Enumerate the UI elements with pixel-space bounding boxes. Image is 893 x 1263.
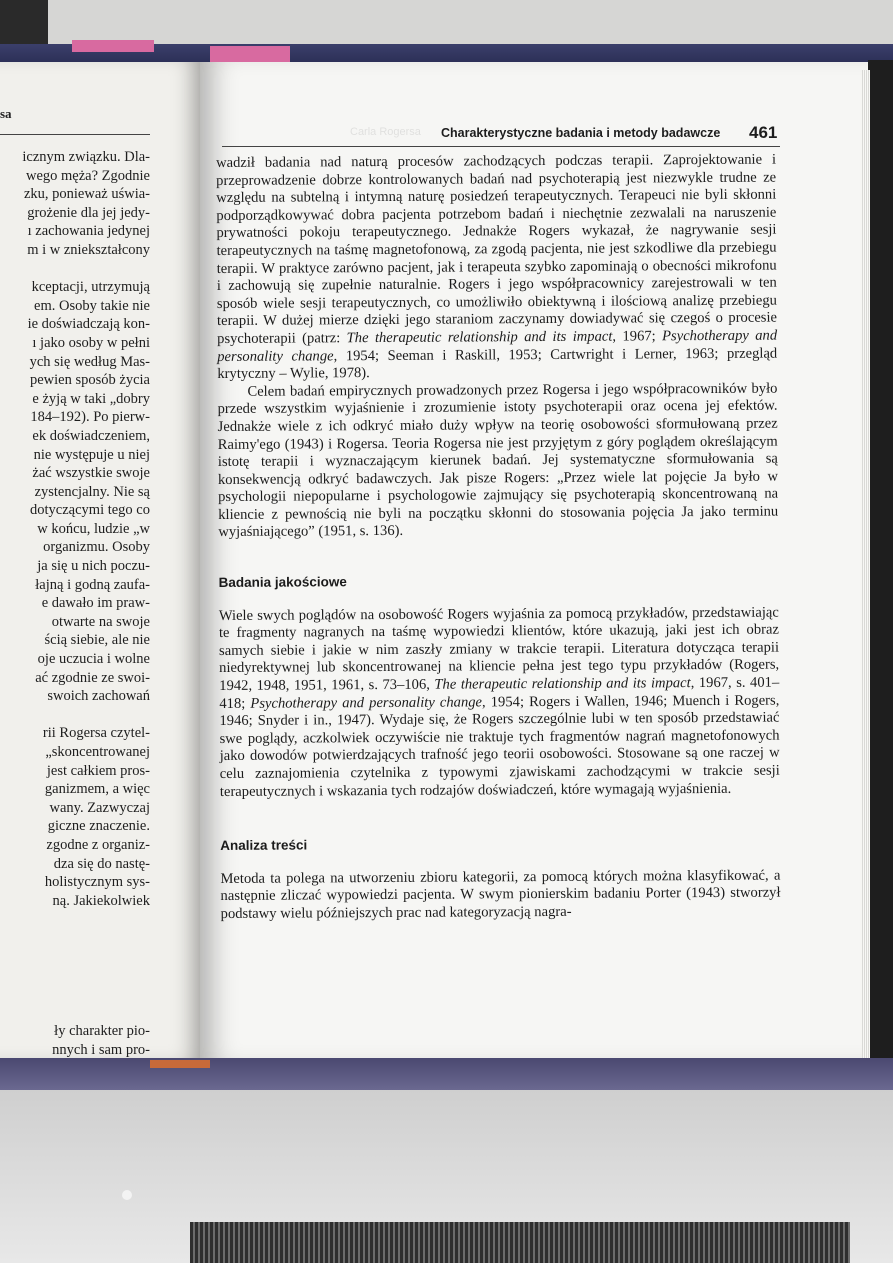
left-text-line: giczne znaczenie. [47,818,150,835]
running-head-title: Charakterystyczne badania i metody badawcze [441,126,721,140]
left-text-line: ną. Jakiekolwiek [52,892,150,909]
left-text-line: 184–192). Po pierw- [30,409,150,426]
left-text-line: ie doświadczają kon- [27,316,150,333]
left-text-line: zgodne z organiz- [46,836,150,853]
left-text-line: w końcu, ludzie „w [37,520,150,537]
left-text-line: icznym związku. Dla- [22,149,150,165]
left-text-line: „skoncentrowanej [45,744,150,760]
left-text-line: ać zgodnie ze swoi- [35,669,150,686]
paragraph-4 [220,867,780,923]
left-text-line: e dawało im praw- [41,595,150,612]
left-text-gap [0,1003,150,1022]
left-text-line: ı jako osoby w pełni [32,334,150,351]
left-text-line: żać wszystkie swoje [32,465,150,482]
page-number: 461 [749,123,778,142]
header-rule [222,146,780,147]
left-text-line: ganizmem, a więc [44,781,150,798]
left-header-rule [0,134,150,135]
left-text-line: ścią siebie, ale nie [44,632,150,649]
scanner-bar [190,1222,850,1263]
left-text-gap [0,985,150,1004]
left-page-text [0,148,150,1058]
left-text-gap [0,260,150,279]
paragraph-3 [219,604,780,801]
left-text-line: łajną i godną zaufa- [35,576,150,593]
paragraph-1 [216,152,777,384]
left-text-line: rii Rogersa czytel- [42,725,150,742]
book-cover-bottom [0,1058,893,1094]
left-text-line: swoich zachowań [47,688,150,705]
left-text-line: em. Osoby takie nie [34,297,150,314]
left-text-line: e żyją w taki „dobry [32,390,150,407]
bookmark-tab [72,40,154,52]
left-text-line: nnych i sam pro- [52,1041,150,1058]
left-text-line: zystencjalny. Nie są [34,483,150,500]
left-text-gap [0,910,150,929]
section-heading-qualitative: Badania jakościowe [218,574,347,591]
left-text-gap [0,948,150,967]
left-running-head: sa [0,106,12,121]
left-text-gap [0,706,150,725]
paragraph-2-text: Celem badań empirycznych prowadzonych przez Rogersa i jego współpracowników było przede wszystkim wyjaśnienie i zrozumienie istoty psychoterapii oraz ocena jej efektów. Jednakże wiele z ich odkryć miało duży wpływ na teorię osobowości sformułowaną przez Raimy'ego (1943) i Rogersa. Teoria Rogersa nie jest przyjętym z góry poglądem określającym istotę terapii i wyznaczającym kierunek badań. Jej systematyczne sformułowania są konsekwencją odkryć badawczych. Jak pisze Rogers: „Przez wiele lat pojęcie Ja było w psychologii niepopularne i psychologowie zajmujący się psychoterapią skoncentrowaną na kliencie z pewnością nie byli na początku skłonni do stosowania pojęcia Ja jako terminu wyjaśniającego” (1951, s. 136). [217,380,779,541]
left-text-line: m i w zniekształcony [27,241,150,258]
left-page [0,62,200,1058]
scanner-edge-right [868,60,893,1110]
paragraph-3-text: Wiele swych poglądów na osobowość Rogers wyjaśnia za pomocą przykładów, przedstawiając te fragmenty nagranych na taśmę wypowiedzi klientów, które ukazują, jaki jest ich obraz samych siebie i jakie w nim zaszły zmiany w trakcie terapii. Literatura dotycząca terapii niedyrektywnej lub skoncentrowanej na kliencie pełna jest tego typu przykładów (Rogers, 1942, 1948, 1951, 1961, s. 73–106, The therapeutic relationship and its impact, 1967, s. 401–418; Psychotherapy and personality change, 1954; Rogers i Wallen, 1946; Muench i Rogers, 1946; Snyder i in., 1947). Wydaje się, że Rogers szczególnie lubi w ten sposób przedstawiać swe poglądy, aczkolwiek oczywiście nie traktuje tych fragmentów nagrań magnetofonowych jako dowodów potwierdzających trafność jego teorii osobowości. Stosowane są one raczej w celu zaznajomienia czytelnika z typowymi zjawiskami zachodzącymi w trakcie sesji terapeutycznych i wskazania tych rodzajów doświadczeń, które wymagają wyjaśnienia. [218,604,780,800]
left-text-line: holistycznym sys- [44,874,150,891]
left-text-line: pewien sposób życia [30,372,150,389]
show-through-text: Carla Rogersa [350,126,421,138]
left-text-line: jest całkiem pros- [46,762,150,779]
orange-strip [150,1060,210,1068]
left-text-line: kceptacji, utrzymują [31,279,150,296]
left-text-line: dotyczącymi tego co [30,502,150,519]
left-text-gap [0,966,150,985]
left-text-line: grożenie dla jej jedy- [27,204,150,221]
left-text-line: ı zachowania jedynej [27,223,150,240]
left-text-line: wego męża? Zgodnie [25,167,150,184]
left-text-line: dza się do nastę- [53,855,150,872]
page-body [216,152,781,924]
left-text-line: ja się u nich poczu- [37,558,150,575]
dust-spot [122,1190,132,1200]
left-text-line: zku, ponieważ uświa- [23,186,150,203]
paragraph-2 [217,380,778,542]
left-text-line: otwarte na swoje [51,613,150,630]
left-text-line: oje uczucia i wolne [37,651,150,668]
paragraph-4-text: Metoda ta polega na utworzeniu zbioru kategorii, za pomocą których można klasyfikować, a następnie zliczać wypowiedzi pacjenta. W swym pionierskim badaniu Porter (1943) stworzył podstawy wielu późniejszych prac nad kategoryzacją nagra- [220,867,781,922]
left-text-line: ły charakter pio- [54,1022,150,1039]
left-text-line: organizmu. Osoby [43,539,150,556]
paragraph-1-text: wadził badania nad naturą procesów zachodzących podczas terapii. Zaprojektowanie i przeprowadzenie dobrze kontrolowanych badań nad psychoterapią jest niezwykle trudne ze względu na subtelną i intymną naturę posiedzeń terapeutycznych. Terapeuci nie byli skłonni podporządkowywać dobra pacjenta potrzebom badań i niechętnie zezwalali na naruszenie prywatności pokoju terapeutycznego. Jednakże Rogers wykazał, że nagrywanie sesji terapeutycznych na taśmę magnetofonową, za zgodą pacjenta, nie jest szkodliwe dla przebiegu terapii. W praktyce zarówno pacjent, jak i terapeuta szybko zapominają o obecności mikrofonu i zachowują się zupełnie naturalnie. Rogers i jego współpracownicy zarejestrowali w ten sposób wiele sesji terapeutycznych, co umożliwiło obiektywną i ilościową analizę przebiegu terapii. W dużej mierze dzięki jego staraniom zaczynamy dowiadywać się czegoś o procesie psychoterapii (patrz: The therapeutic relationship and its impact, 1967; Psychotherapy and personality change, 1954; Seeman i Raskill, 1953; Cartwright i Lerner, 1963; przegląd krytyczny – Wylie, 1978). [216,151,778,383]
left-text-line: wany. Zazwyczaj [49,799,150,816]
left-text-line: ek doświadczeniem, [32,427,150,444]
left-text-line: nie występuje u niej [33,446,150,463]
page-edges [862,70,870,1060]
running-head [441,123,781,142]
section-heading-content-analysis: Analiza treści [220,837,308,854]
left-text-line: ych się według Mas- [29,353,150,370]
left-text-gap [0,929,150,948]
